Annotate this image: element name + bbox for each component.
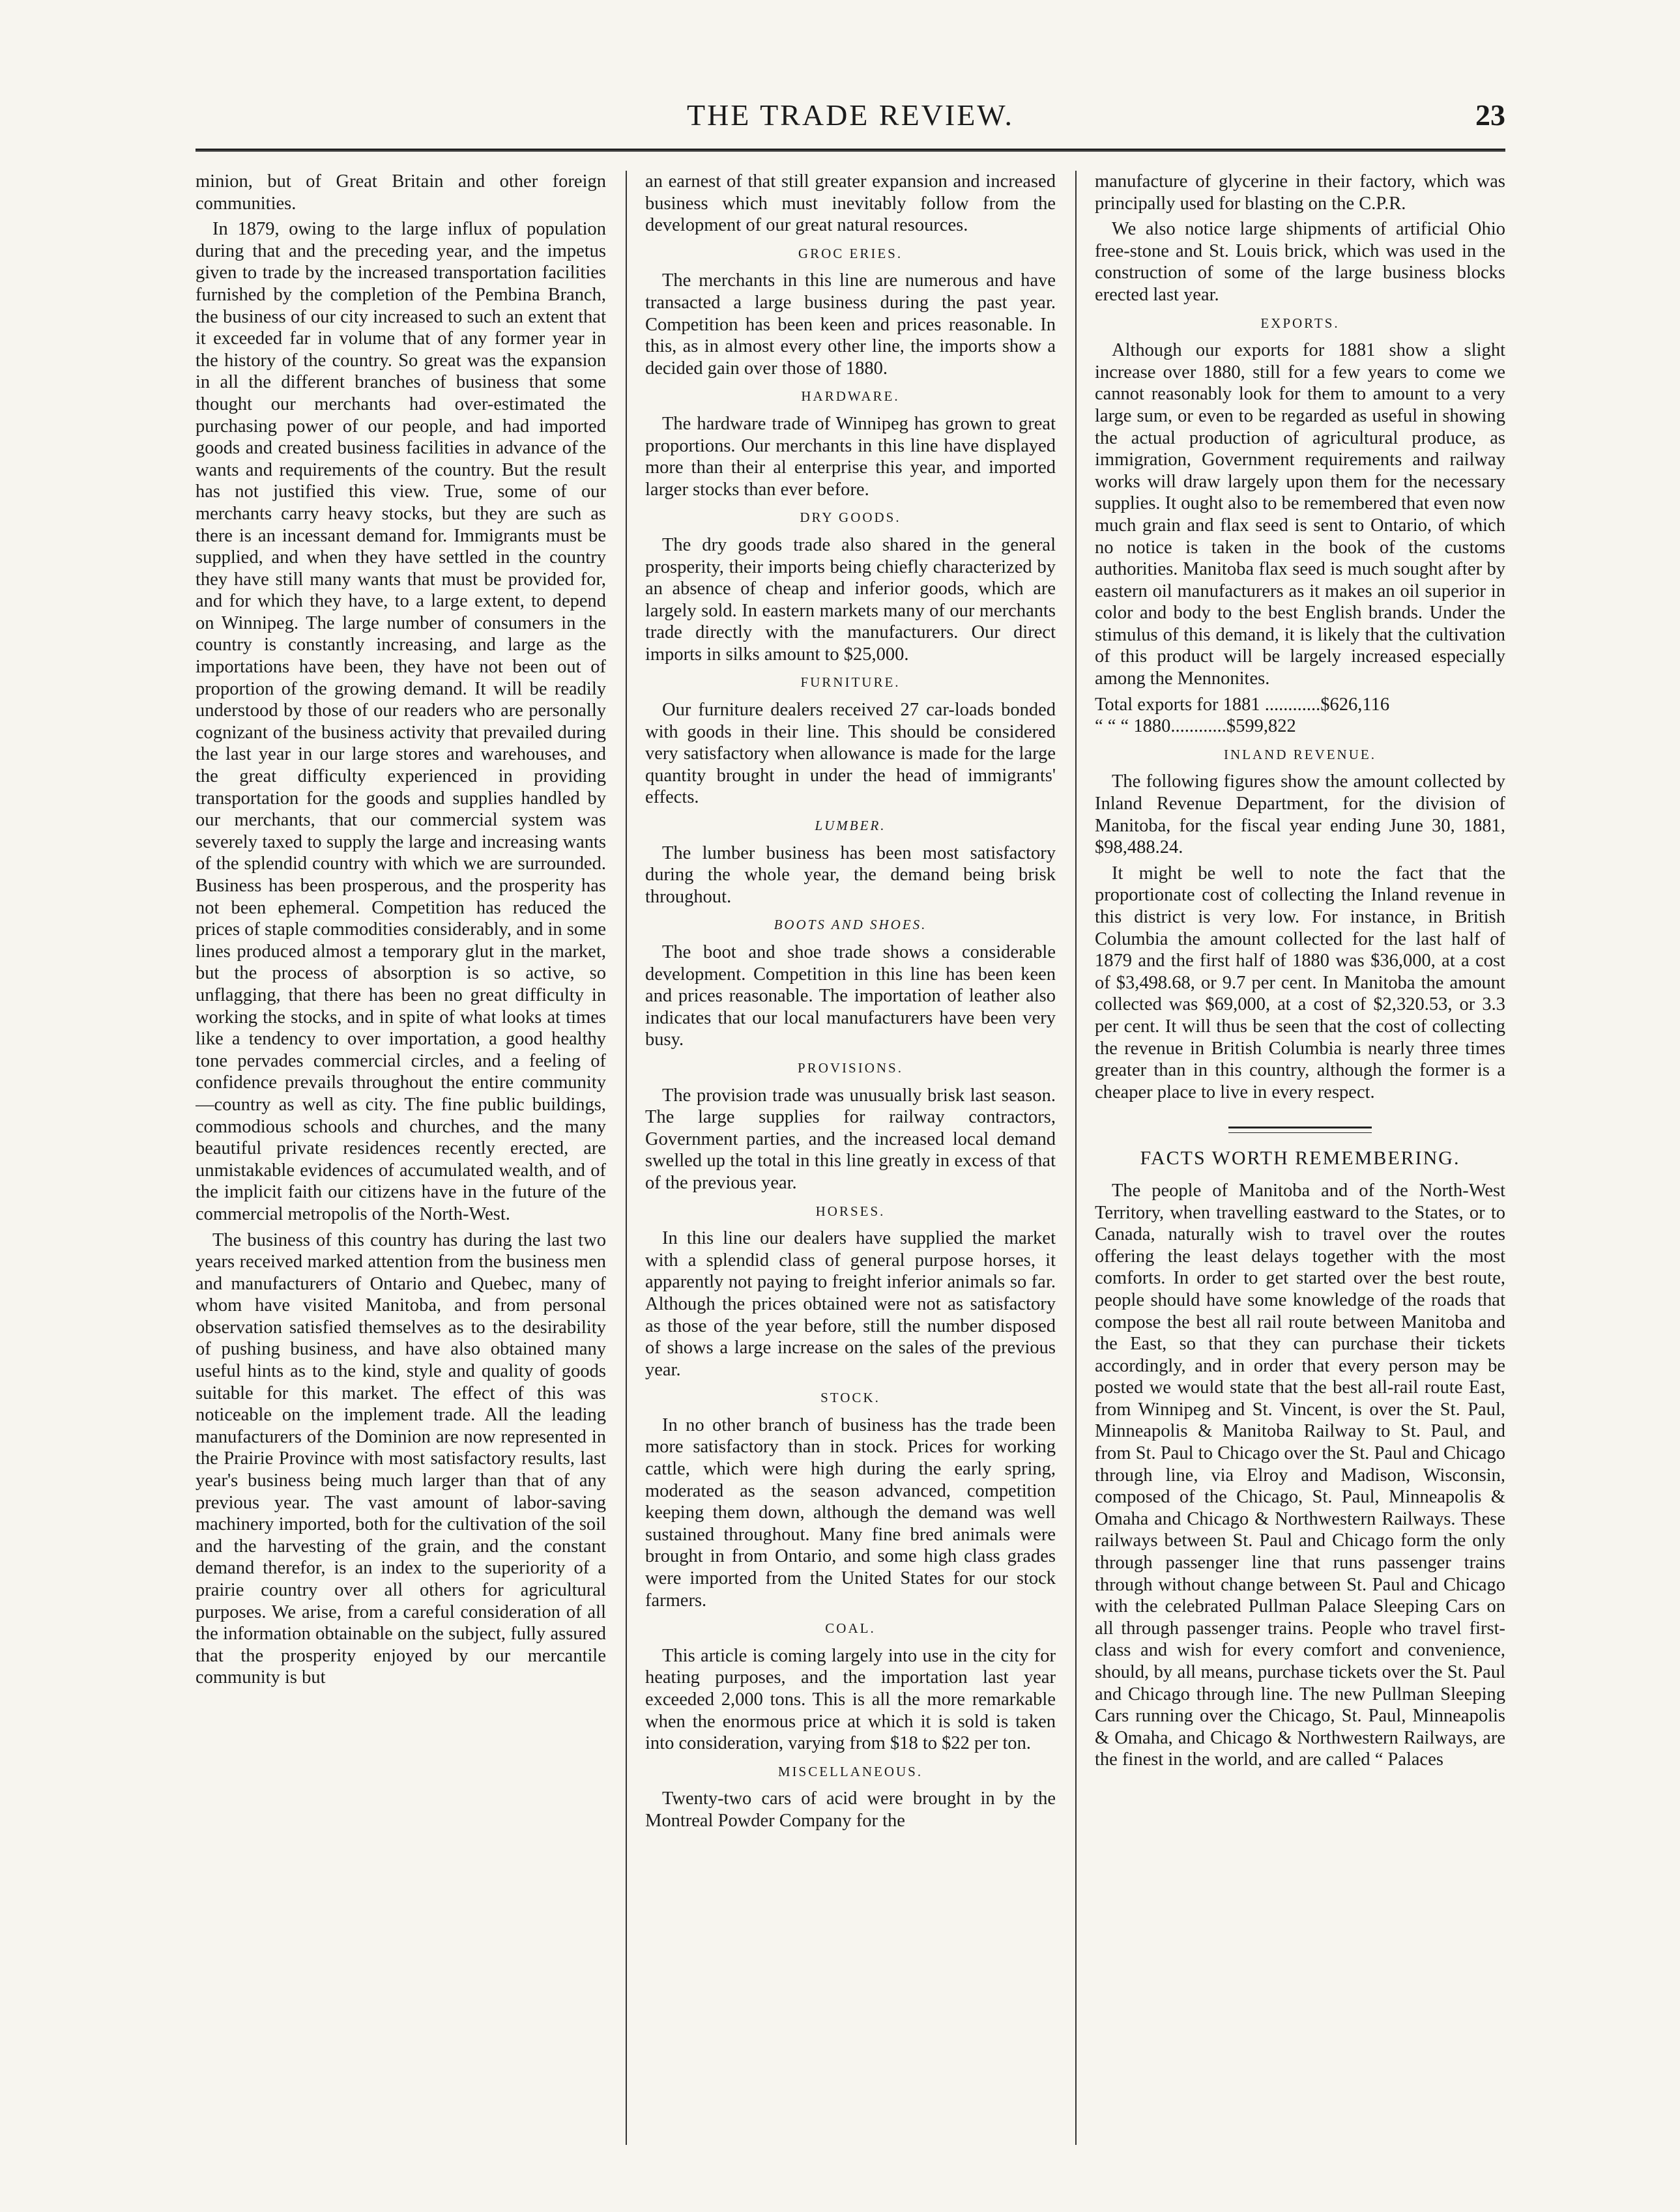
paragraph-continued: manufacture of glycerine in their factory, which was principally used for blasting on the C.P.R. [1095,171,1505,214]
section-divider [1228,1127,1372,1133]
paragraph-provisions: The provision trade was unusually brisk last season. The large supplies for railway contractors, Government parties, and the increased local demand swelled up the total in this line greatly in excess of that of the previous year. [645,1085,1056,1193]
heading-furniture: FURNITURE. [800,674,901,691]
heading-groceries: GROC ERIES. [798,245,903,261]
paragraph-furniture: Our furniture dealers received 27 car-loads bonded with goods in their line. This should be considered very satisfactory when allowance is made for the large quantity brought in under the head of immigrants' effects. [645,700,1056,808]
paragraph-stock: In no other branch of business has the trade been more satisfactory than in stock. Prices for working cattle, which were high during the early spring, moderated as the season advanced, competition keeping them down, although the demand was well sustained throughout. Many fine bred animals were brought in from Ontario, and some high class grades were imported from the United States for our stock farmers. [645,1415,1056,1611]
heading-provisions: PROVISIONS. [798,1059,903,1076]
paragraph-boots-shoes: The boot and shoe trade shows a considerable development. Competition in this line has been keen and prices reasonable. The importation of leather also indicates that our local manufacturers have been very busy. [645,942,1056,1050]
paragraph-miscellaneous: Twenty-two cars of acid were brought in by the Montreal Powder Company for the [645,1788,1056,1831]
heading-hardware: HARDWARE. [801,388,900,405]
heading-dry-goods: DRY GOODS. [800,510,901,526]
paragraph-dry-goods: The dry goods trade also shared in the general prosperity, their imports being chiefly characterized by an absence of cheap and inferior goods, which are largely sold. In eastern markets many of our merchants trade directly with the manufacturers. Our direct imports in silks amount to $25,000. [645,534,1056,665]
column-left [196,171,606,2145]
paragraph-hardware: The hardware trade of Winnipeg has grown to great proportions. Our merchants in this line have displayed more than their al enterprise this year, and imported larger stocks than ever before. [645,413,1056,500]
heading-exports: EXPORTS. [1260,315,1340,331]
column-divider [626,171,627,2145]
paragraph-groceries: The merchants in this line are numerous and have transacted a large business during the past year. Competition has been keen and prices reasonable. In this, as in almost every other line, the imports show a decided gain over those of 1880. [645,270,1056,379]
paragraph-lumber: The lumber business has been most satisfactory during the whole year, the demand being brisk throughout. [645,842,1056,907]
paragraph-continued: an earnest of that still greater expansion and increased business which must inevitably follow from the development of our great natural resources. [645,171,1056,236]
masthead-title: THE TRADE REVIEW. [686,98,1014,132]
paragraph-facts: The people of Manitoba and of the North-West Territory, when travelling eastward to the States, or to Canada, naturally wish to travel over the routes offering the least delays together with the most comforts. In order to get started over the best route, people should have some knowledge of the roads that compose the best all rail route between Manitoba and the East, so that they can purchase their tickets accordingly, and in order that every person may be posted we would state that the best all-rail route East, from Winnipeg and St. Vincent, is over the St. Paul, Minneapolis & Manitoba Railway to St. Paul, and from St. Paul to Chicago over the St. Paul and Chicago through line, via Elroy and Madison, Wisconsin, composed of the Chicago, St. Paul, Minneapolis & Omaha and Chicago & Northwestern Railways. These railways between St. Paul and Chicago form the only through passenger line that runs passenger trains through without change between St. Paul and Chicago with the celebrated Pullman Palace Sleeping Cars on all through passenger trains. People who travel first-class and wish for every comfort and convenience, should, by all means, purchase tickets over the St. Paul and Chicago through line. The new Pullman Sleeping Cars running over the Chicago, St. Paul, Minneapolis & Omaha, and Chicago & Northwestern Railways, are the finest in the world, and are called “ Palaces [1095,1180,1505,1770]
paragraph-horses: In this line our dealers have supplied the market with a splendid class of general purpose horses, it apparently not paying to freight inferior animals so far. Although the prices obtained were not as satisfactory as those of the year before, still the number disposed of shows a large increase on the sales of the previous year. [645,1228,1056,1380]
paragraph-inland-revenue: The following figures show the amount collected by Inland Revenue Department, for the division of Manitoba, for the fiscal year ending June 30, 1881, $98,488.24. [1095,771,1505,858]
paragraph-1879-influx: In 1879, owing to the large influx of population during that and the preceding year, and the impetus given to trade by the increased transportation facilities furnished by the completion of the Pembina Branch, the business of our city increased to such an extent that it exceeded far in volume that of any former year in the history of the country. So great was the expansion in all the different branches of business that some thought our merchants had over-estimated the purchasing power of our people, and had imported goods and created business facilities in advance of the wants and requirements of the country. But the result has not justified this view. True, some of our merchants carry heavy stocks, but they are such as there is an incessant demand for. Immigrants must be supplied, and when they have settled in the country they have still many wants that must be provided for, and for which they have, to a large extent, to depend on Winnipeg. The large number of consumers in the country is constantly increasing, and large as the importations have been, they have not been out of proportion of the growing demand. It will be readily understood by those of our readers who are personally cognizant of the business activity that prevailed during the last year in our large stores and warehouses, and the great difficulty experienced in providing transportation for the goods and supplies handled by our merchants, that our commercial system was severely taxed to supply the large and increasing wants of the splendid country with which we are surrounded. Business has been prosperous, and the prosperity has not been ephemeral. Competition has reduced the prices of staple commodities considerably, and in some lines produced almost a temporary glut in the market, but the process of absorption is so active, so unflagging, that there has been no great difficulty in working the stocks, and in spite of what looks at times like a tendency to over importation, a good healthy tone pervades commercial circles, and a feeling of confidence prevails throughout the entire community—country as well as city. The fine public buildings, commodious schools and churches, and the many beautiful private residences recently erected, are unmistakable evidences of accumulated wealth, and of the implicit faith our citizens have in the future of the commercial metropolis of the North-West. [196,219,606,1224]
heading-miscellaneous: MISCELLANEOUS. [777,1763,923,1779]
heading-stock: STOCK. [820,1390,880,1406]
column-middle [645,171,1056,2145]
paragraph-collection-cost: It might be well to note the fact that the proportionate cost of collecting the Inland revenue in this district is very low. For instance, in British Columbia the amount collected for the last half of 1879 and the first half of 1880 was $36,000, at a cost of $3,498.68, or 9.7 per cent. In Manitoba the amount collected was $69,000, at a cost of $2,320.53, or 3.3 per cent. It will thus be seen that the cost of collecting the revenue in British Columbia is nearly three times greater than in this country, although the former is a cheaper place to live in every respect. [1095,863,1505,1102]
exports-total-1880: “ “ “ 1880............$599,822 [1095,716,1296,737]
header-rule [196,149,1505,152]
heading-lumber: LUMBER. [815,818,886,834]
heading-horses: HORSES. [815,1203,886,1219]
paragraph-coal: This article is coming largely into use in the city for heating purposes, and the importation last year exceeded 2,000 tons. This is all the more remarkable when the enormous price at which it is sold is taken into consideration, varying from $18 to $22 per ton. [645,1645,1056,1754]
paragraph-eastern-business: The business of this country has during the last two years received marked attention from the business men and manufacturers of Ontario and Quebec, many of whom have visited Manitoba, and from personal observation satisfied themselves as to the desirability of pushing business, and have also obtained many useful hints as to the kind, style and quality of goods suitable for this market. The effect of this was noticeable on the implement trade. All the leading manufacturers of the Dominion are now represented in the Prairie Province with most satisfactory results, last year's business being much larger than that of any previous year. The vast amount of labor-saving machinery imported, both for the cultivation of the soil and the harvesting of the grain, and the constant demand therefor, is an index to the superiority of a prairie country over all others for agricultural purposes. We arise, from a careful consideration of all the information obtainable on the subject, fully assured that the prosperity enjoyed by our mercantile community is but [196,1229,606,1688]
exports-total-1881: Total exports for 1881 ............$626,116 [1095,694,1390,715]
column-divider [1075,171,1077,2145]
page-number: 23 [1475,98,1505,132]
heading-coal: COAL. [825,1620,876,1637]
column-right [1095,171,1505,2145]
paragraph-exports: Although our exports for 1881 show a slight increase over 1880, still for a few years to come we cannot reasonably look for them to amount to a very large sum, or even to be regarded as useful in showing the actual production of agricultural produce, as immigration, Government requirements and railway works will draw largely upon them for the necessary supplies. It ought also to be remembered that even now much grain and flax seed is sent to Ontario, of which no notice is taken in the book of the customs authorities. Manitoba flax seed is much sought after by eastern oil manufacturers as it makes an oil superior in color and body to the best English brands. Under the stimulus of this demand, it is likely that the cultivation of this product will be largely increased especially among the Mennonites. [1095,340,1505,689]
paragraph-continued: minion, but of Great Britain and other foreign communities. [196,171,606,214]
section-title: FACTS WORTH REMEMBERING. [1140,1147,1460,1170]
heading-boots-shoes: BOOTS AND SHOES. [774,917,927,933]
heading-inland-revenue: INLAND REVENUE. [1224,746,1376,762]
article-columns [196,171,1505,2145]
page-header [196,98,1505,143]
paragraph-brick: We also notice large shipments of artificial Ohio free-stone and St. Louis brick, which was used in the construction of some of the large business blocks erected last year. [1095,219,1505,305]
